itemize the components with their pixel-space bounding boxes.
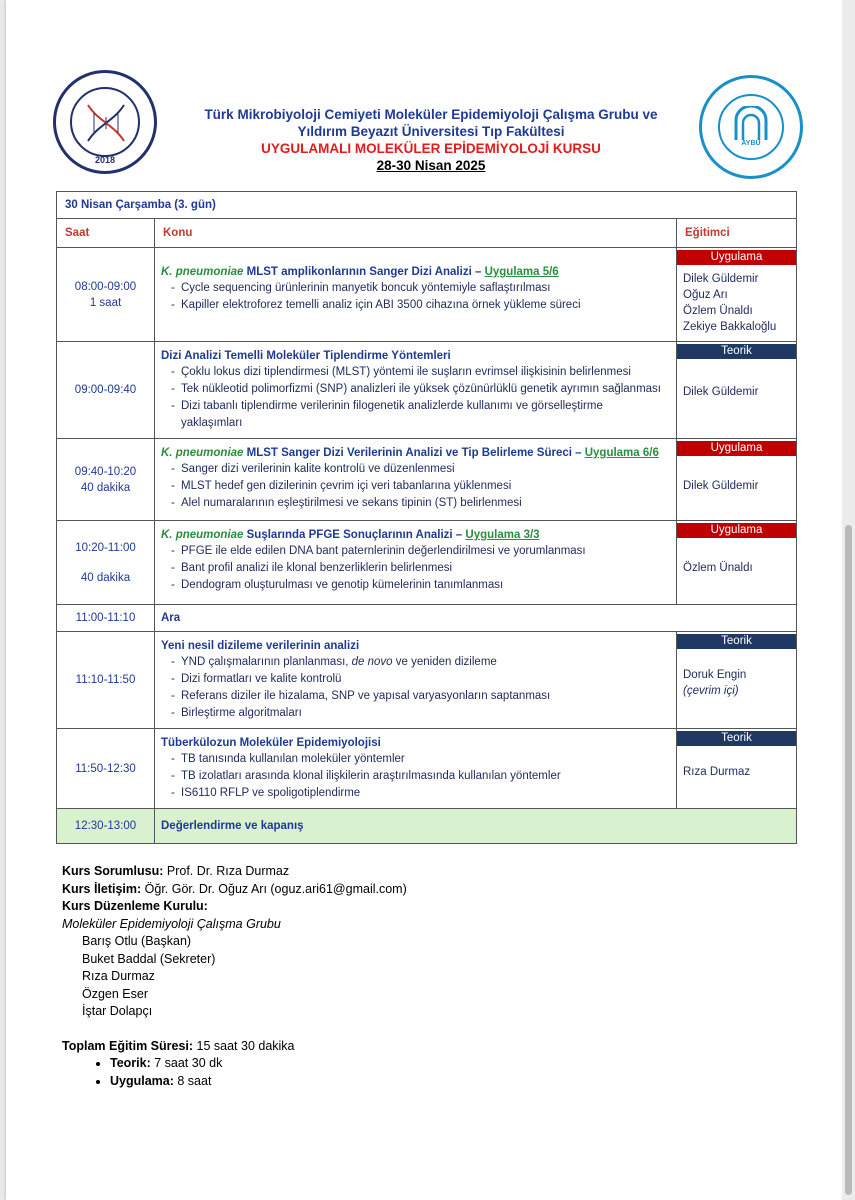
list-item: - Dendogram oluşturulması ve genotip kümelerinin tanımlanması: [171, 579, 504, 591]
total-duration: Toplam Eğitim Süresi: 15 saat 30 dakika: [62, 1038, 295, 1053]
session-time: 09:00-09:40: [74, 384, 137, 396]
table-row: [57, 632, 797, 729]
instructor-note: (çevrim içi): [683, 685, 739, 697]
committee-member: Barış Otlu (Başkan): [82, 934, 192, 948]
session-type-badge: Uygulama: [677, 441, 796, 456]
session-time: 08:00-09:00: [74, 280, 137, 293]
session-title: Yeni nesil dizileme verilerinin analizi: [161, 640, 360, 652]
session-time: 11:00-11:10: [57, 605, 155, 632]
session-title: Değerlendirme ve kapanış: [155, 809, 797, 844]
instructor-name: Dilek Güldemir: [683, 480, 759, 492]
session-time: 10:20-11:00: [75, 541, 136, 554]
table-header-row: [57, 219, 797, 248]
col-header-topic: Konu: [163, 227, 193, 239]
committee-heading: Kurs Düzenleme Kurulu:: [62, 899, 208, 913]
session-type-badge: Teorik: [677, 344, 796, 359]
course-responsible: Kurs Sorumlusu: Prof. Dr. Rıza Durmaz: [62, 864, 290, 878]
list-item: - PFGE ile elde edilen DNA bant paternlerinin değerlendirilmesi ve yorumlanması: [171, 545, 586, 557]
list-item: - Sanger dizi verilerinin kalite kontrolü ve düzenlenmesi: [171, 463, 455, 475]
logo-year: 2018: [94, 155, 116, 165]
table-row: [57, 248, 797, 342]
list-item: - Dizi formatları ve kalite kontrolü: [171, 673, 342, 685]
instructor-name: Dilek Güldemir: [683, 386, 759, 398]
list-item: - Çoklu lokus dizi tiplendirmesi (MLST) yöntemi ile suşların evrimsel ilişkisinin belirlenmesi: [171, 366, 631, 378]
instructor-name: Dilek Güldemir: [683, 273, 759, 285]
practice-link[interactable]: Uygulama 6/6: [584, 447, 659, 459]
list-item: - Tek nükleotid polimorfizmi (SNP) analizleri ile yüksek çözünürlüklü genetik ayrımın sağlanması: [171, 383, 662, 395]
duration-breakdown: [62, 1055, 407, 1090]
practice-duration: • Uygulama: 8 saat: [110, 1073, 407, 1091]
committee-member: Rıza Durmaz: [82, 969, 155, 983]
session-title: Tüberkülozun Moleküler Epidemiyolojisi: [161, 737, 381, 749]
session-time: 11:10-11:50: [75, 674, 136, 686]
session-type-badge: Teorik: [677, 731, 796, 746]
session-duration: 40 dakika: [80, 571, 131, 584]
session-type-badge: Uygulama: [677, 523, 796, 538]
session-duration: 1 saat: [89, 296, 122, 309]
list-item: - Kapiller elektroforez temelli analiz için ABI 3500 cihazına örnek yükleme süreci: [171, 299, 581, 311]
list-item: - Dizi tabanlı tiplendirme verilerinin filogenetik analizlerde kullanımı ve görselleştirme: [171, 400, 603, 412]
arch-gate-icon: [732, 106, 770, 140]
session-time: 11:50-12:30: [75, 762, 136, 775]
session-title: Dizi Analizi Temelli Moleküler Tiplendirme Yöntemleri: [161, 350, 451, 362]
day-title: 30 Nisan Çarşamba (3. gün): [57, 192, 797, 219]
table-row: [57, 521, 797, 605]
course-info: [62, 863, 407, 1090]
list-item: - Alel numaralarının eşleştirilmesi ve sekans tipinin (ST) belirlenmesi: [171, 497, 522, 509]
practice-link[interactable]: Uygulama 3/3: [465, 529, 540, 541]
course-dates: 28-30 Nisan 2025: [376, 158, 486, 173]
list-item: - TB tanısında kullanılan moleküler yöntemler: [171, 753, 405, 765]
col-header-instructor: Eğitimci: [685, 227, 730, 239]
schedule-table: [56, 191, 797, 844]
instructor-name: Zekiye Bakkaloğlu: [683, 321, 777, 333]
table-row: [57, 729, 797, 809]
tmc-molecular-epidemiology-logo: [53, 70, 157, 174]
document-page: [6, 0, 842, 1200]
header-line-1: Türk Mikrobiyoloji Cemiyeti Moleküler Epidemiyoloji Çalışma Grubu ve: [204, 107, 658, 122]
session-title: K. pneumoniae MLST amplikonlarının Sanger Dizi Analizi – Uygulama 5/6: [161, 266, 559, 278]
list-item: - Cycle sequencing ürünlerinin manyetik boncuk yöntemiyle saflaştırılması: [171, 282, 551, 294]
logo-abbreviation: AYBÜ: [741, 140, 761, 147]
list-item-continuation: yaklaşımları: [181, 417, 243, 429]
session-title: Ara: [155, 605, 797, 632]
col-header-time: Saat: [65, 227, 90, 239]
aybu-university-logo: [699, 75, 803, 179]
list-item: - IS6110 RFLP ve spoligotiplendirme: [171, 787, 361, 799]
document-header: [166, 106, 696, 174]
instructor-name: Özlem Ünaldı: [683, 562, 753, 574]
scrollbar-thumb[interactable]: [845, 525, 852, 1195]
instructor-name: Özlem Ünaldı: [683, 305, 753, 317]
list-item: - MLST hedef gen dizilerinin çevrim içi veri tabanlarına yüklenmesi: [171, 480, 512, 492]
course-title: UYGULAMALI MOLEKÜLER EPİDEMİYOLOJİ KURSU: [261, 141, 601, 156]
instructor-name: Rıza Durmaz: [683, 766, 751, 778]
list-item: - Birleştirme algoritmaları: [171, 707, 302, 719]
practice-link[interactable]: Uygulama 5/6: [484, 266, 559, 278]
instructor-name: Doruk Engin: [683, 669, 747, 681]
session-title: K. pneumoniae MLST Sanger Dizi Verilerinin Analizi ve Tip Belirleme Süreci – Uygulama 6/6: [161, 447, 659, 459]
table-row-break: [57, 605, 797, 632]
course-contact: Kurs İletişim: Öğr. Gör. Dr. Oğuz Arı (oguz.ari61@gmail.com): [62, 881, 407, 896]
list-item: - YND çalışmalarının planlanması, de novo ve yeniden dizileme: [171, 656, 497, 668]
session-time: 12:30-13:00: [57, 809, 155, 844]
list-item: - Bant profil analizi ile klonal benzerliklerin belirlenmesi: [171, 562, 453, 574]
list-item: - Referans diziler ile hizalama, SNP ve yapısal varyasyonların saptanması: [171, 690, 551, 702]
dna-helix-icon: [78, 95, 134, 151]
list-item: - TB izolatları arasında klonal ilişkilerin araştırılmasında kullanılan yöntemler: [171, 770, 561, 782]
table-row-closing: [57, 809, 797, 844]
header-line-2: Yıldırım Beyazıt Üniversitesi Tıp Fakültesi: [297, 124, 565, 139]
session-duration: 40 dakika: [80, 481, 131, 494]
instructor-name: Oğuz Arı: [683, 289, 728, 301]
session-type-badge: Uygulama: [677, 250, 796, 265]
committee-group: Moleküler Epidemiyoloji Çalışma Grubu: [62, 916, 281, 931]
committee-member: İştar Dolapçı: [82, 1004, 153, 1018]
session-type-badge: Teorik: [677, 634, 796, 649]
session-title: K. pneumoniae Suşlarında PFGE Sonuçlarının Analizi – Uygulama 3/3: [161, 529, 540, 541]
committee-member: Özgen Eser: [82, 986, 149, 1001]
session-time: 09:40-10:20: [74, 465, 137, 478]
committee-member: Buket Baddal (Sekreter): [82, 951, 216, 966]
theory-duration: • Teorik: 7 saat 30 dk: [110, 1055, 407, 1073]
table-row: [57, 439, 797, 521]
table-row: [57, 342, 797, 439]
